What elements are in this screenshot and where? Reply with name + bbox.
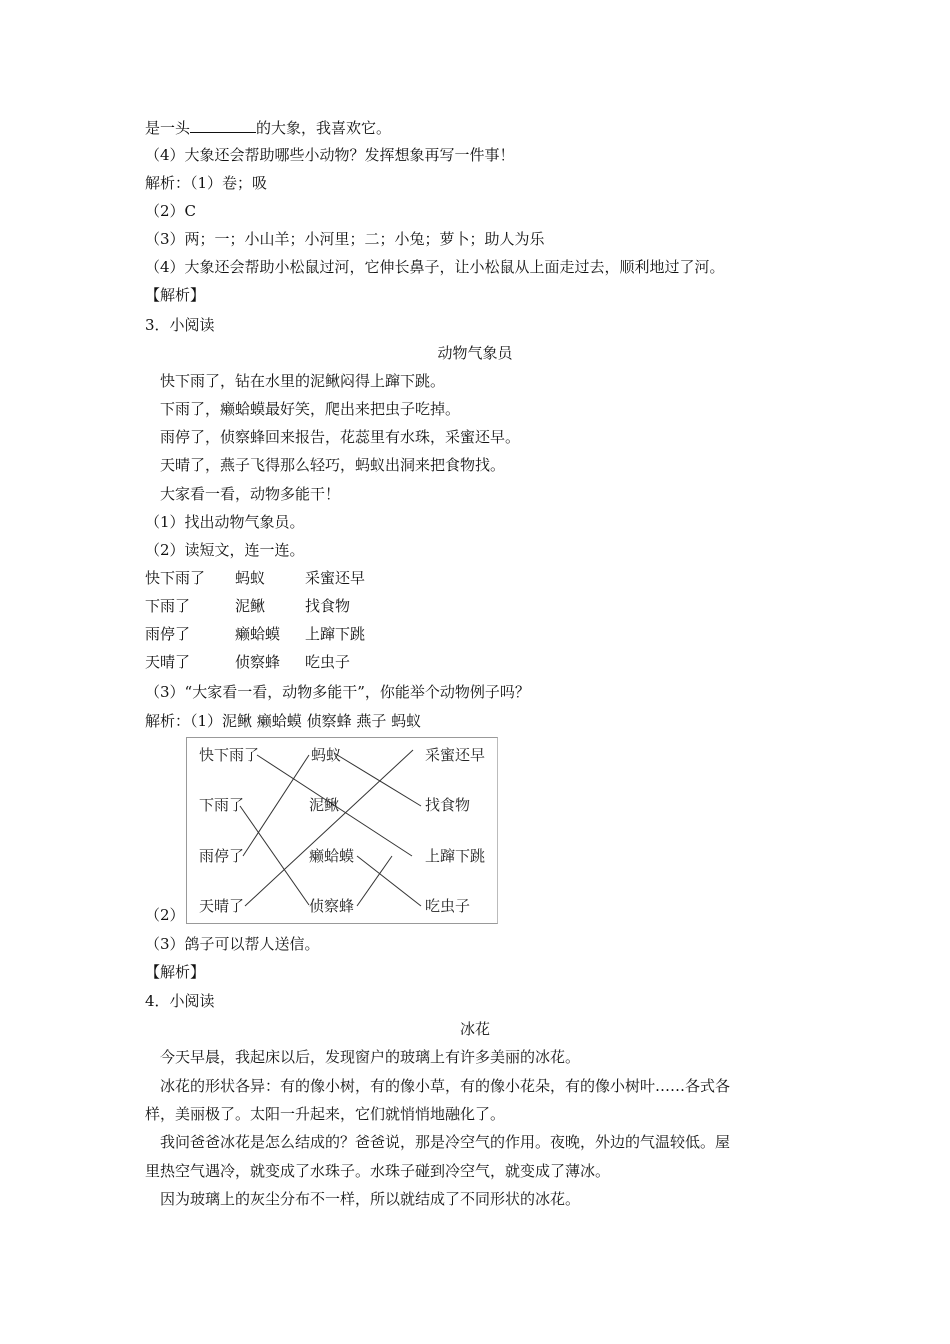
question-heading: 4．小阅读 (145, 992, 215, 1010)
answer-line: 解析：（1）泥鳅 癞蛤蟆 侦察蜂 燕子 蚂蚁 (145, 712, 422, 730)
answer-line: （4）大象还会帮助小松鼠过河，它伸长鼻子，让小松鼠从上面走过去，顺利地过了河。 (145, 258, 725, 276)
match-label: 下雨了 (199, 796, 245, 814)
match-line (357, 856, 392, 906)
match-label: 快下雨了 (199, 746, 260, 764)
match-line (334, 753, 421, 806)
passage-paragraph: 雨停了，侦察蜂回来报告，花蕊里有水珠，采蜜还早。 (160, 428, 521, 446)
answer-line: （3）两；一；小山羊；小河里；二；小兔；萝卜；助人为乐 (145, 230, 545, 248)
match-line (245, 750, 413, 906)
passage-paragraph: 大家看一看，动物多能干！ (160, 485, 341, 503)
passage-paragraph: 天晴了，燕子飞得那么轻巧，蚂蚁出洞来把食物找。 (160, 456, 506, 474)
match-cell: 天晴了 (145, 653, 191, 671)
answer-line: 解析：（1）卷；吸 (145, 174, 268, 192)
matching-answer-image (186, 737, 498, 924)
match-cell: 蚂蚁 (235, 569, 266, 587)
match-label: 侦察蜂 (309, 897, 355, 915)
text-span: 的大象，我喜欢它。 (256, 119, 392, 137)
passage-paragraph: 我问爸爸冰花是怎么结成的？爸爸说，那是冷空气的作用。夜晚，外边的气温较低。屋 (160, 1133, 731, 1151)
sub-question: （3）“大家看一看，动物多能干”，你能举个动物例子吗？ (145, 683, 530, 701)
text-line (145, 117, 391, 138)
answer-label: （2） (145, 906, 185, 924)
text-span: 是一头 (145, 119, 191, 137)
sub-question: （2）读短文，连一连。 (145, 541, 305, 559)
passage-paragraph: 里热空气遇冷，就变成了水珠子。水珠子碰到冷空气，就变成了薄冰。 (145, 1162, 611, 1180)
match-row (145, 624, 365, 644)
match-label: 蚂蚁 (311, 746, 342, 764)
passage-paragraph: 快下雨了，钻在水里的泥鳅闷得上蹿下跳。 (160, 372, 446, 390)
match-cell: 吃虫子 (305, 653, 351, 671)
match-cell: 快下雨了 (145, 569, 206, 587)
match-label: 上蹿下跳 (425, 847, 486, 865)
answer-line: （2）C (145, 202, 197, 220)
passage-title: 动物气象员 (437, 344, 513, 362)
match-cell: 上蹿下跳 (305, 625, 366, 643)
match-label: 找食物 (425, 796, 471, 814)
match-label: 采蜜还早 (425, 746, 486, 764)
match-line (243, 755, 309, 856)
passage-title: 冰花 (459, 1020, 490, 1038)
passage-paragraph: 因为玻璃上的灰尘分布不一样，所以就结成了不同形状的冰花。 (160, 1190, 581, 1208)
match-row (145, 652, 350, 672)
match-cell: 下雨了 (145, 597, 191, 615)
sub-question: （1）找出动物气象员。 (145, 513, 305, 531)
match-label: 雨停了 (199, 847, 245, 865)
match-label: 癞蛤蟆 (309, 847, 355, 865)
match-cell: 泥鳅 (235, 597, 266, 615)
match-cell: 癞蛤蟆 (235, 625, 281, 643)
match-line (357, 856, 421, 906)
passage-paragraph: 今天早晨，我起床以后，发现窗户的玻璃上有许多美丽的冰花。 (160, 1048, 581, 1066)
fill-blank (190, 117, 256, 133)
passage-paragraph: 下雨了，癞蛤蟆最好笑，爬出来把虫子吃掉。 (160, 400, 461, 418)
match-row (145, 596, 350, 616)
match-row (145, 568, 365, 588)
analysis-label: 【解析】 (145, 963, 206, 981)
match-label: 泥鳅 (309, 796, 340, 814)
match-label: 吃虫子 (425, 897, 471, 915)
passage-paragraph: 冰花的形状各异：有的像小树，有的像小草，有的像小花朵，有的像小树叶……各式各 (160, 1077, 731, 1095)
analysis-label: 【解析】 (145, 286, 206, 304)
passage-paragraph: 样，美丽极了。太阳一升起来，它们就悄悄地融化了。 (145, 1105, 506, 1123)
matching-lines (187, 738, 497, 923)
match-cell: 雨停了 (145, 625, 191, 643)
match-label: 天晴了 (199, 897, 245, 915)
question-4: （4）大象还会帮助哪些小动物？发挥想象再写一件事！ (145, 146, 515, 164)
match-cell: 采蜜还早 (305, 569, 366, 587)
match-cell: 找食物 (305, 597, 351, 615)
question-heading: 3．小阅读 (145, 316, 215, 334)
match-cell: 侦察蜂 (235, 653, 281, 671)
answer-line: （3）鸽子可以帮人送信。 (145, 935, 320, 953)
